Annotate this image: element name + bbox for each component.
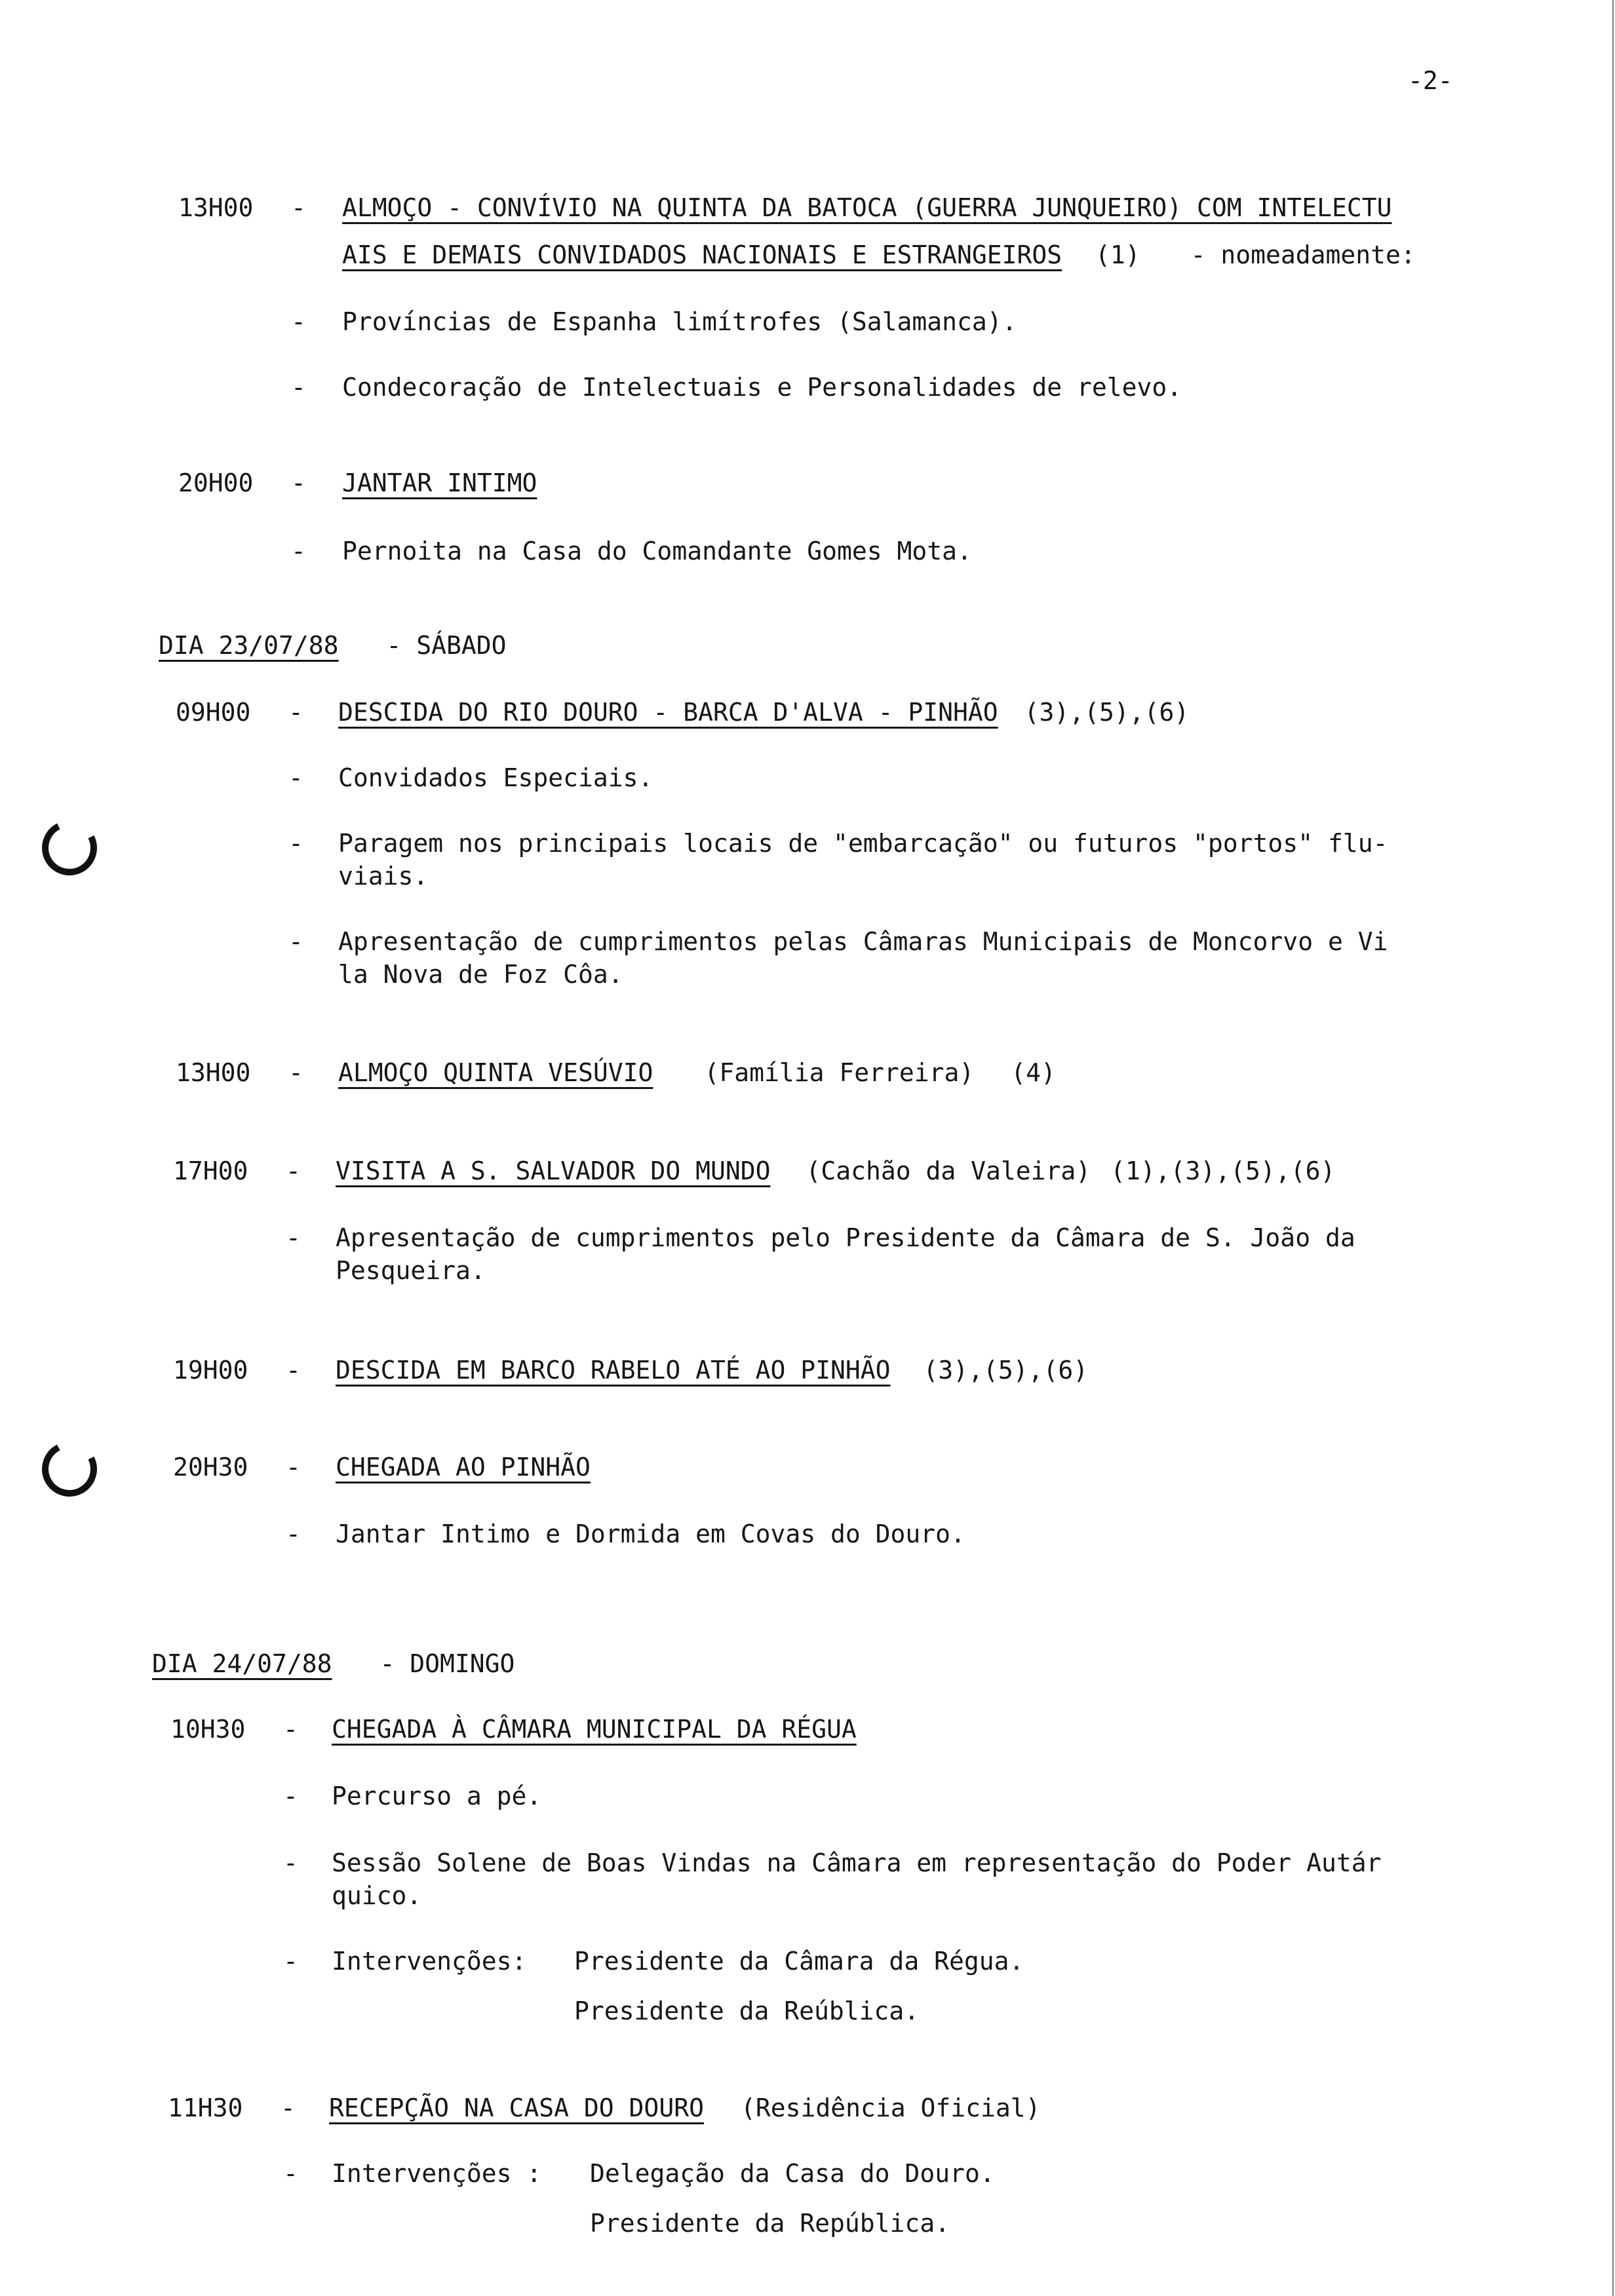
entry-ref: (3),(5),(6) (923, 1356, 1089, 1385)
entry-title: DESCIDA DO RIO DOURO - BARCA D'ALVA - PINHÃO (338, 698, 998, 727)
list-item-text: Condecoração de Intelectuais e Personalidades de relevo. (342, 373, 1182, 402)
list-item-text: Jantar Intimo e Dormida em Covas do Douro. (336, 1520, 965, 1548)
dash: - (286, 1520, 301, 1548)
list-item-continuation (336, 1254, 486, 1287)
intervention-speaker-row (590, 2207, 950, 2240)
entry-title: JANTAR INTIMO (342, 469, 537, 497)
dash: - (291, 373, 306, 402)
list-item-text: Apresentação de cumprimentos pelo Presidente da Câmara de S. João da (336, 1223, 1355, 1252)
dash: - (283, 1782, 298, 1810)
entry-title: DESCIDA EM BARCO RABELO ATÉ AO PINHÃO (336, 1356, 891, 1385)
dash: - (283, 1848, 298, 1877)
dash: - (291, 307, 306, 336)
page-number: -2- (1408, 66, 1453, 95)
list-item-text: viais. (338, 862, 429, 890)
list-item-continuation (338, 860, 428, 892)
page-edge-line (1612, 0, 1614, 2296)
dash: - (283, 1947, 298, 1976)
dash: - (286, 1453, 301, 1482)
entry-title: VISITA A S. SALVADOR DO MUNDO (336, 1157, 771, 1185)
dash: - (288, 927, 303, 956)
entry-title: CHEGADA AO PINHÃO (336, 1453, 591, 1482)
dash: - (283, 1715, 298, 1744)
dash: - (288, 763, 303, 792)
day-weekday: - SÁBADO (386, 631, 507, 660)
entry-ref: (1),(3),(5),(6) (1110, 1157, 1336, 1185)
day-heading-23-07-88 (159, 629, 506, 662)
dash: - (291, 469, 306, 497)
day-date: DIA 23/07/88 (159, 631, 339, 660)
entry-detail: (Cachão da Valeira) (806, 1157, 1091, 1185)
day-heading-24-07-88 (152, 1647, 515, 1680)
list-item-continuation (338, 958, 623, 991)
intervention-speaker-row (574, 1995, 919, 2027)
entry-detail: (Família Ferreira) (704, 1058, 975, 1087)
day-date: DIA 24/07/88 (152, 1649, 332, 1678)
entry-ref: (1) (1095, 240, 1140, 269)
punch-hole-mark-top (35, 813, 104, 883)
list-item-text: Convidados Especiais. (338, 763, 653, 792)
entry-time: 10H30 (170, 1715, 246, 1744)
intervention-speaker: Presidente da República. (590, 2209, 950, 2238)
list-item-text: Sessão Solene de Boas Vindas na Câmara em representação do Poder Autár (332, 1848, 1382, 1877)
entry-title-continuation (342, 239, 1416, 271)
entry-ref: (3),(5),(6) (1024, 698, 1190, 727)
dash: - (283, 2159, 298, 2188)
entry-time: 13H00 (178, 193, 254, 222)
entry-time: 17H00 (173, 1157, 248, 1185)
entry-time: 13H00 (176, 1058, 251, 1087)
intervention-speaker: Presidente da Reública. (574, 1997, 920, 2025)
intervention-speaker: Delegação da Casa do Douro. (590, 2159, 995, 2188)
entry-title: ALMOÇO - CONVÍVIO NA QUINTA DA BATOCA (GUERRA JUNQUEIRO) COM INTELECTU (342, 193, 1392, 222)
dash: - (286, 1356, 301, 1385)
list-item-text: Províncias de Espanha limítrofes (Salamanca). (342, 307, 1017, 336)
punch-hole-mark-bottom (35, 1434, 104, 1504)
entry-title: RECEPÇÃO NA CASA DO DOURO (329, 2094, 704, 2122)
interventions-label: Intervenções: (332, 1947, 527, 1976)
list-item-text: Pernoita na Casa do Comandante Gomes Mota. (342, 537, 972, 565)
list-item-continuation (332, 1879, 421, 1912)
entry-time: 19H00 (173, 1356, 248, 1385)
entry-ref: (4) (1011, 1058, 1056, 1087)
dash: - (286, 1223, 301, 1252)
entry-title: AIS E DEMAIS CONVIDADOS NACIONAIS E ESTRANGEIROS (342, 240, 1062, 269)
dash: - (291, 193, 306, 222)
dash: - (288, 829, 303, 858)
day-weekday: - DOMINGO (379, 1649, 515, 1678)
entry-detail: (Residência Oficial) (740, 2094, 1041, 2122)
list-item-text: la Nova de Foz Côa. (338, 960, 623, 989)
list-item-text: Pesqueira. (336, 1256, 486, 1285)
dash: - (291, 537, 306, 565)
intervention-speaker: Presidente da Câmara da Régua. (574, 1947, 1024, 1976)
list-item-text: Percurso a pé. (332, 1782, 542, 1810)
interventions-label: Intervenções : (332, 2159, 542, 2188)
entry-title: ALMOÇO QUINTA VESÚVIO (338, 1058, 653, 1087)
list-item-text: Apresentação de cumprimentos pelas Câmaras Municipais de Moncorvo e Vi (338, 927, 1388, 956)
dash: - (281, 2094, 296, 2122)
entry-suffix: - nomeadamente: (1190, 240, 1416, 269)
list-item-text: quico. (332, 1881, 422, 1910)
dash: - (288, 1058, 303, 1087)
entry-time: 20H00 (178, 469, 254, 497)
list-item-text: Paragem nos principais locais de "embarcação" ou futuros "portos" flu- (338, 829, 1388, 858)
entry-time: 11H30 (168, 2094, 243, 2122)
dash: - (288, 698, 303, 727)
entry-title: CHEGADA À CÂMARA MUNICIPAL DA RÉGUA (332, 1715, 857, 1744)
entry-time: 20H30 (173, 1453, 248, 1482)
entry-time: 09H00 (176, 698, 251, 727)
dash: - (286, 1157, 301, 1185)
